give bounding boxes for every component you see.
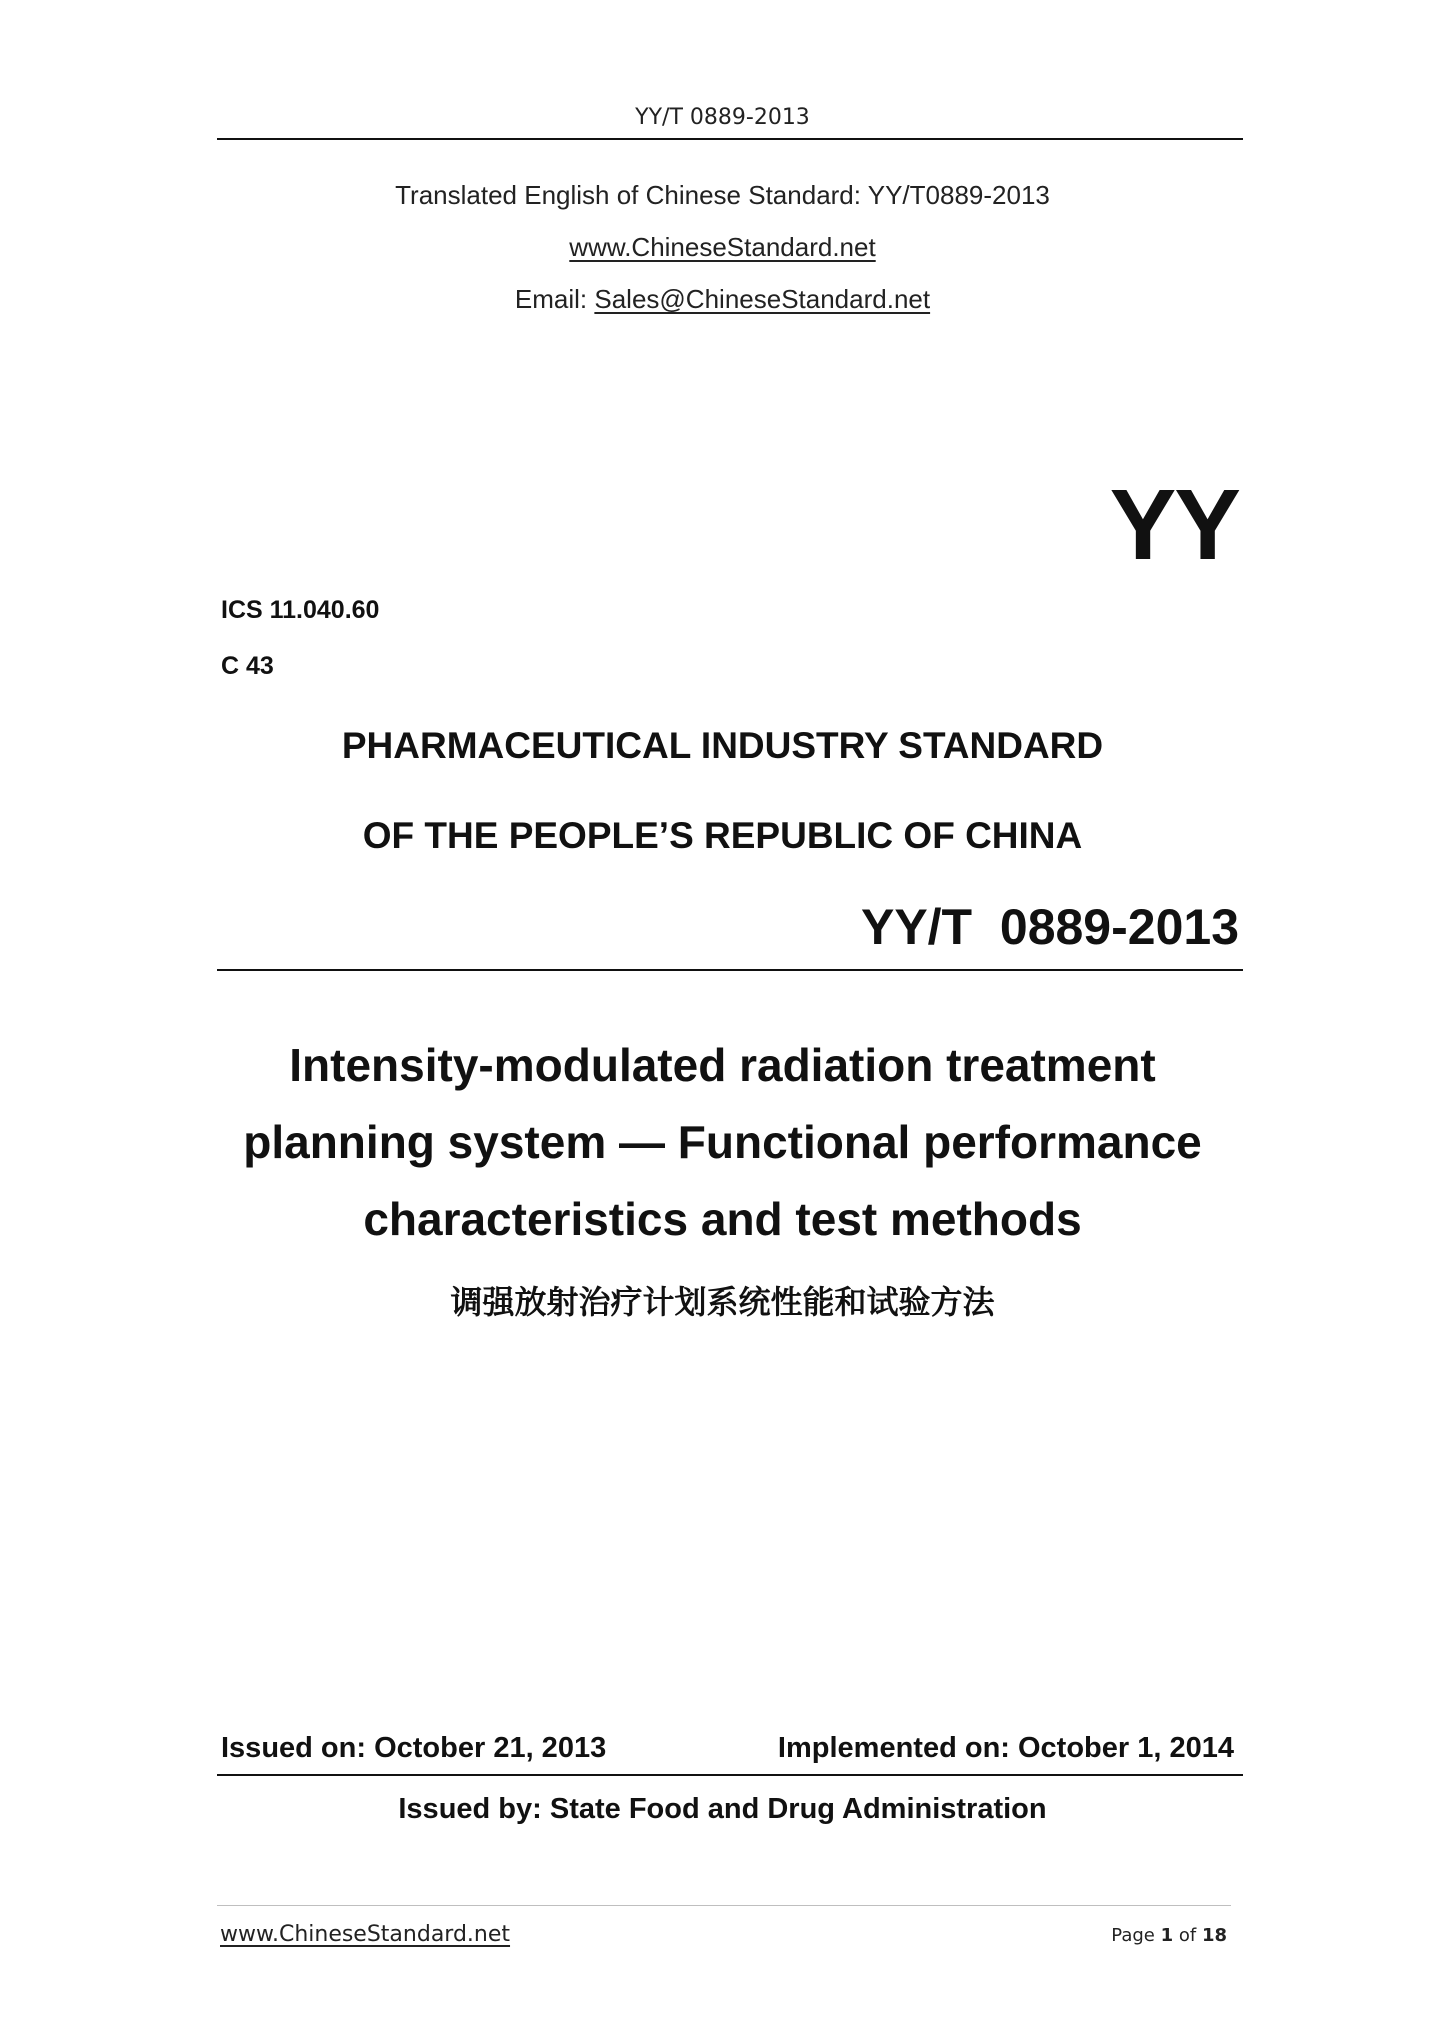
issued-date: Issued on: October 21, 2013 [221,1732,607,1764]
title-line-1: Intensity-modulated radiation treatment [289,1039,1156,1091]
email-line [0,284,1445,315]
implemented-date: Implemented on: October 1, 2014 [777,1732,1234,1764]
authority-line-1: PHARMACEUTICAL INDUSTRY STANDARD [341,725,1104,766]
email-label: Email: [514,284,595,314]
page-number [1111,1925,1227,1946]
website-link[interactable]: www.ChineseStandard.net [569,232,876,262]
authority-line-2: OF THE PEOPLE’S REPUBLIC OF CHINA [362,815,1083,856]
issued-by: Issued by: State Food and Drug Administration [398,1793,1047,1825]
title-line-2: planning system — Functional performance [243,1116,1202,1168]
footer-rule [217,1905,1231,1906]
chinese-title: 调强放射治疗计划系统性能和试验方法 [450,1283,995,1321]
standard-mark: YY [1109,469,1239,581]
running-header: YY/T 0889-2013 [635,105,810,130]
footer-website [220,1922,510,1947]
email-link[interactable]: Sales@ChineseStandard.net [594,284,931,314]
header-rule [217,138,1243,140]
translation-line: Translated English of Chinese Standard: YY/T0889-2013 [395,180,1050,210]
ccs-code: C 43 [221,652,274,680]
standard-number-rule [217,969,1243,971]
website-line [0,232,1445,263]
page-of: of [1173,1925,1202,1946]
page-total: 18 [1201,1925,1227,1946]
title-line-3: characteristics and test methods [363,1193,1082,1245]
footer-website-link[interactable]: www.ChineseStandard.net [220,1922,511,1947]
dates-rule [217,1774,1243,1776]
page-current: 1 [1160,1925,1174,1946]
ics-code: ICS 11.040.60 [221,596,380,624]
page-prefix: Page [1111,1925,1161,1946]
standard-number: YY/T 0889-2013 [860,899,1239,955]
